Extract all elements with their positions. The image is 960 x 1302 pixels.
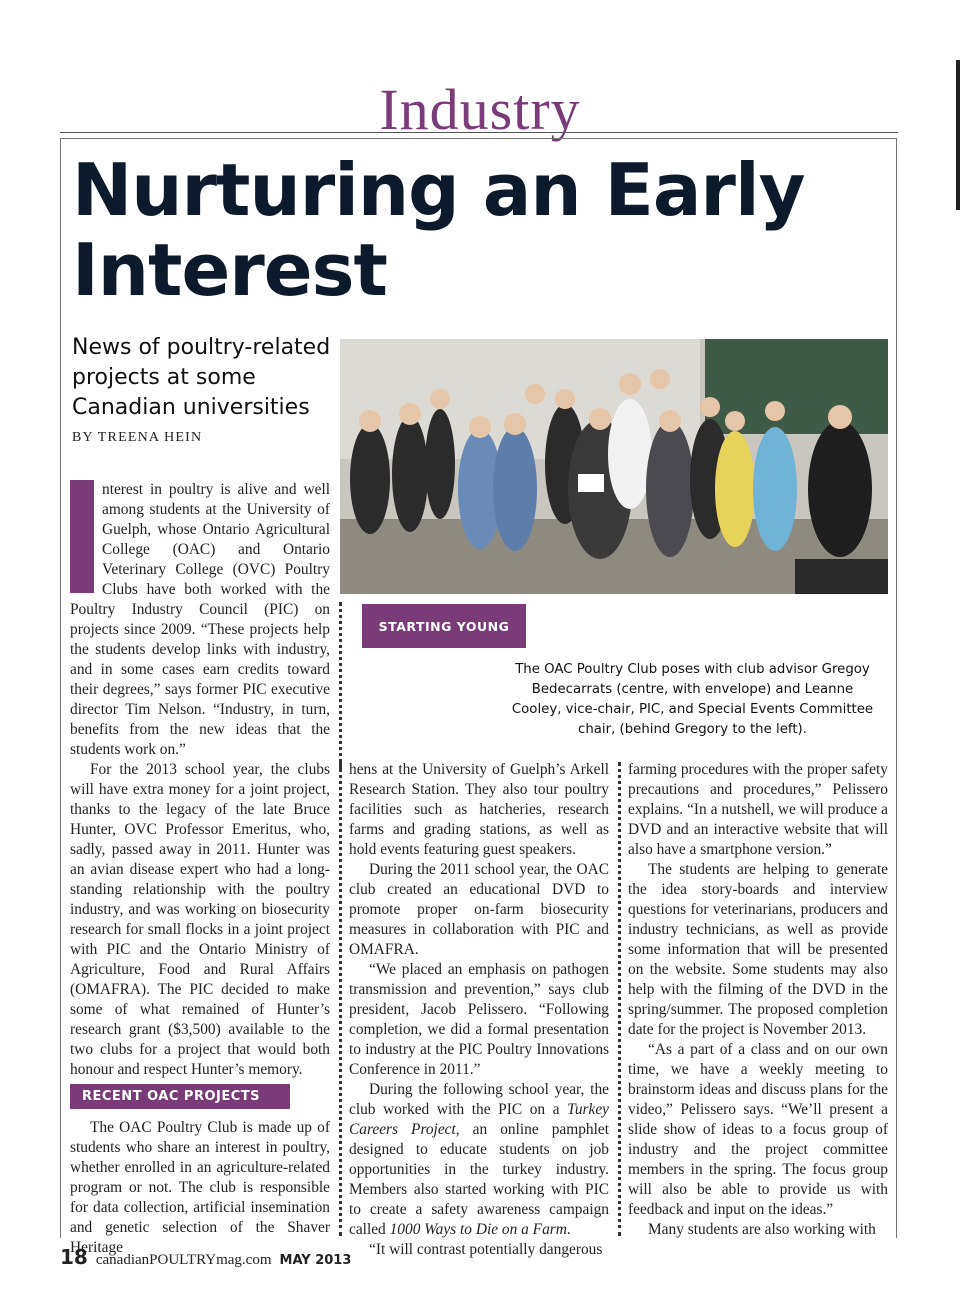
group-photo-illustration bbox=[340, 339, 888, 594]
page-number: 18 bbox=[60, 1245, 88, 1269]
paragraph: During the 2011 school year, the OAC club created an educational DVD to promote proper on-farm biosecurity measures in collaboration with PIC and OMAFRA. bbox=[349, 861, 609, 958]
paragraph: “As a part of a class and on our own time, we have a weekly meeting to brainstorm ideas and discuss plans for the video,” Pelissero says. “We’ll present a slide show of ideas to a focus group of industry and the project committee members in the spring. The focus group will also be able to provide us with feedback and input on the ideas.” bbox=[628, 1041, 888, 1218]
column-divider-1b bbox=[339, 762, 342, 1236]
issue-month: MAY 2013 bbox=[279, 1253, 352, 1268]
drop-cap-letter: I bbox=[70, 480, 71, 481]
column-divider-2 bbox=[618, 762, 621, 1236]
paragraph: The OAC Poultry Club is made up of students who share an interest in poultry, whether enrolled in an agriculture-related program or not. The club is responsible for data collection, artificial insemination and genetic selection of the Shaver Heritage bbox=[70, 1119, 330, 1256]
top-rule bbox=[60, 132, 898, 133]
paragraph-text: , an online pamphlet designed to educate students on job opportunities in the turkey industry. Members also started working with PIC to create a safety awareness campaign called bbox=[349, 1121, 609, 1238]
paragraph-text: . bbox=[566, 1221, 571, 1238]
column-2 bbox=[349, 760, 609, 1260]
photo-tag: STARTING YOUNG bbox=[362, 604, 526, 648]
column-1 bbox=[70, 480, 330, 1080]
page-edge-mark bbox=[956, 60, 960, 210]
column-3 bbox=[628, 760, 888, 1240]
italic-title: Turkey Careers Project bbox=[349, 1101, 609, 1138]
magazine-site: canadianPOULTRYmag.com bbox=[95, 1252, 272, 1268]
article-headline: Nurturing an Early Interest bbox=[72, 148, 805, 312]
frame-right bbox=[896, 138, 897, 1238]
paragraph bbox=[349, 1080, 609, 1240]
paragraph: farming procedures with the proper safety precautions and procedures,” Pelissero explains. “In a nutshell, we will produce a DVD and an interactive website that will also have a smartphone version.” bbox=[628, 761, 888, 858]
frame-top bbox=[60, 138, 896, 139]
group-photo bbox=[340, 339, 888, 594]
section-label: Industry bbox=[379, 77, 581, 142]
frame-left bbox=[60, 138, 61, 1238]
paragraph: hens at the University of Guelph’s Arkell Research Station. They also tour poultry facilities such as hatcheries, research farms and grading stations, as well as hold events featuring guest speakers. bbox=[349, 761, 609, 858]
column-1-continued bbox=[70, 1118, 330, 1258]
paragraph: “It will contrast potentially dangerous bbox=[369, 1241, 603, 1258]
paragraph: “We placed an emphasis on pathogen transmission and prevention,” says club president, Jacob Pelissero. “Following completion, we did a formal presentation to industry at the PIC Poultry Innovations Conference in 2011.” bbox=[349, 961, 609, 1078]
drop-cap-spacer bbox=[70, 480, 102, 598]
byline: BY TREENA HEIN bbox=[72, 430, 203, 445]
photo-caption: The OAC Poultry Club poses with club advisor Gregoy Bedecarrats (centre, with envelope) and Leanne Cooley, vice-chair, PIC, and Special Events Committee chair, (behind Gregory to the left). bbox=[511, 662, 874, 737]
paragraph bbox=[70, 480, 330, 760]
paragraph: Many students are also working with bbox=[648, 1221, 876, 1238]
subhead-recent-projects: RECENT OAC PROJECTS bbox=[70, 1084, 290, 1109]
italic-title: 1000 Ways to Die on a Farm bbox=[389, 1221, 567, 1238]
article-deck: News of poultry-related projects at some Canadian universities bbox=[72, 335, 331, 420]
paragraph: The students are helping to generate the idea story-boards and interview questions for veterinarians, producers and industry technicians, as well as provide some information that will be presented on the website. Some students may also help with the filming of the DVD in the spring/summer. The proposed completion date for the project is November 2013. bbox=[628, 861, 888, 1038]
paragraph: For the 2013 school year, the clubs will have extra money for a joint project, thanks to the legacy of the late Bruce Hunter, OVC Professor Emeritus, who, sadly, passed away in 2011. Hunter was an avian disease expert who had a long-standing relationship with the poultry industry, and was working on biosecurity research for small flocks in a joint project with PIC and the Ontario Ministry of Agriculture, Food and Rural Affairs (OMAFRA). The PIC decided to make some of what remained of Hunter’s research grant ($3,500) available to the two clubs for a project that would both honour and respect Hunter’s memory. bbox=[70, 761, 330, 1078]
column-divider-1a bbox=[339, 602, 342, 770]
paragraph-text: nterest in poultry is alive and well among students at the University of Guelph, whose Ontario Agricultural College (OAC) and Ontario Veterinary College (OVC) Poultry Clubs have both worked with the Poultry Industry Council (PIC) on projects since 2009. “These projects help the students develop links with industry, and in some cases earn credits toward their degrees,” says former PIC executive director Tim Nelson. “Industry, in turn, benefits from the new ideas that the students work on.” bbox=[70, 481, 330, 758]
paragraph-text: During the following school year, the club worked with the PIC on a bbox=[349, 1081, 609, 1118]
page-footer bbox=[60, 1245, 351, 1269]
